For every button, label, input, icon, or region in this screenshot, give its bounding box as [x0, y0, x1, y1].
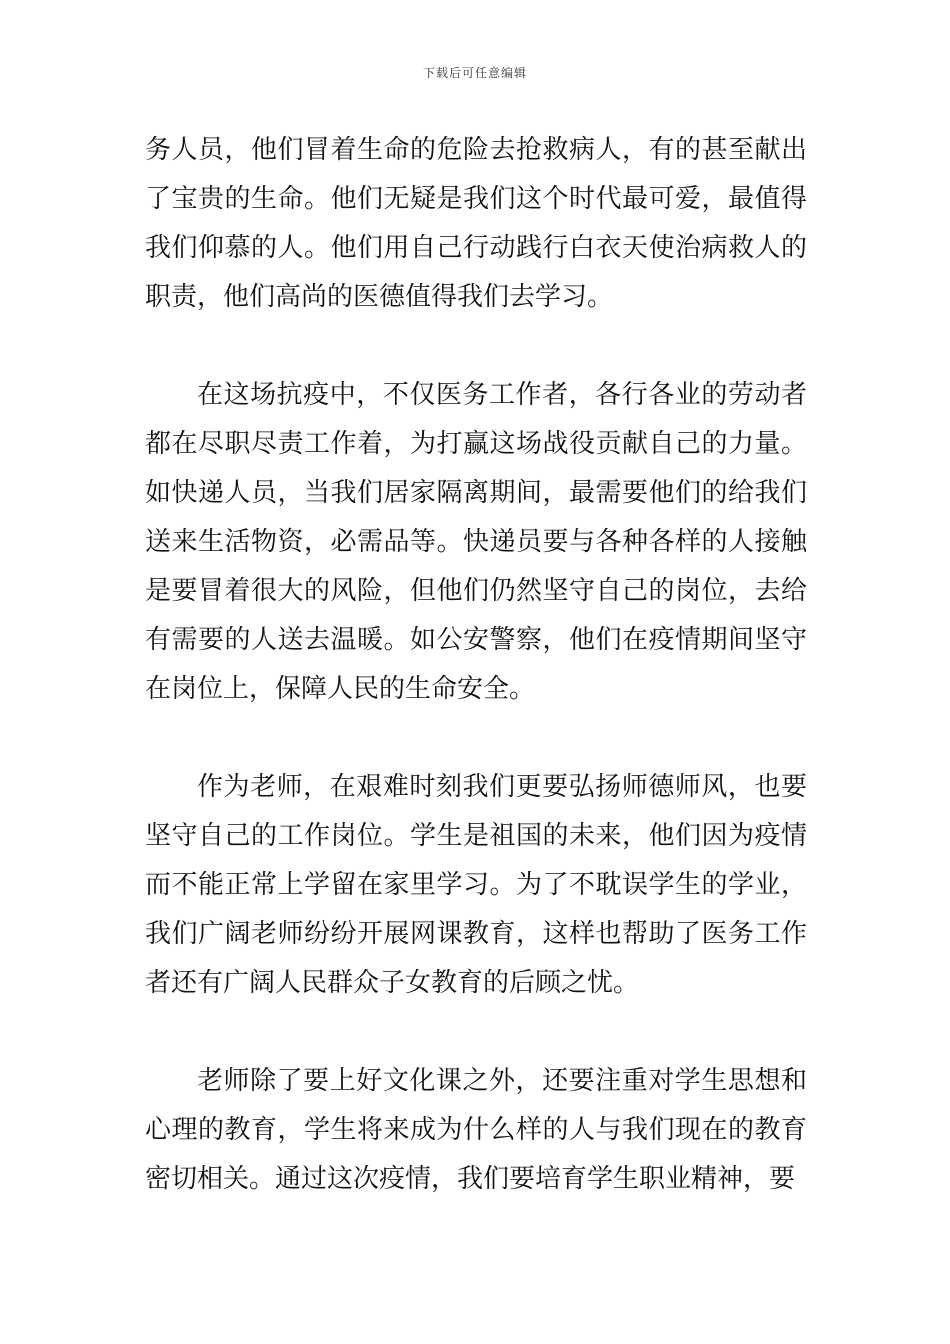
paragraph-4: 老师除了要上好文化课之外，还要注重对学生思想和心理的教育，学生将来成为什么样的人与我们现在的教育密切相关。通过这次疫情，我们要培育学生职业精神，要 — [145, 1066, 807, 1194]
document-body — [145, 126, 807, 1204]
paragraph-1: 务人员，他们冒着生命的危险去抢救病人，有的甚至献出了宝贵的生命。他们无疑是我们这个时代最可爱，最值得我们仰慕的人。他们用自己行动践行白衣天使治病救人的职责，他们高尚的医德值得我们去学习。 — [145, 135, 807, 312]
paragraph-3: 作为老师，在艰难时刻我们更要弘扬师德师风，也要坚守自己的工作岗位。学生是祖国的未来，他们因为疫情而不能正常上学留在家里学习。为了不耽误学生的学业，我们广阔老师纷纷开展网课教育，这样也帮助了医务工作者还有广阔人民群众子女教育的后顾之忧。 — [145, 772, 807, 998]
paragraph-2: 在这场抗疫中，不仅医务工作者，各行各业的劳动者都在尽职尽责工作着，为打赢这场战役贡献自己的力量。如快递人员，当我们居家隔离期间，最需要他们的给我们送来生活物资，必需品等。快递员要与各种各样的人接触是要冒着很大的风险，但他们仍然坚守自己的岗位，去给有需要的人送去温暖。如公安警察，他们在疫情期间坚守在岗位上，保障人民的生命安全。 — [145, 380, 807, 704]
header-note: 下载后可任意编辑 — [422, 66, 527, 80]
